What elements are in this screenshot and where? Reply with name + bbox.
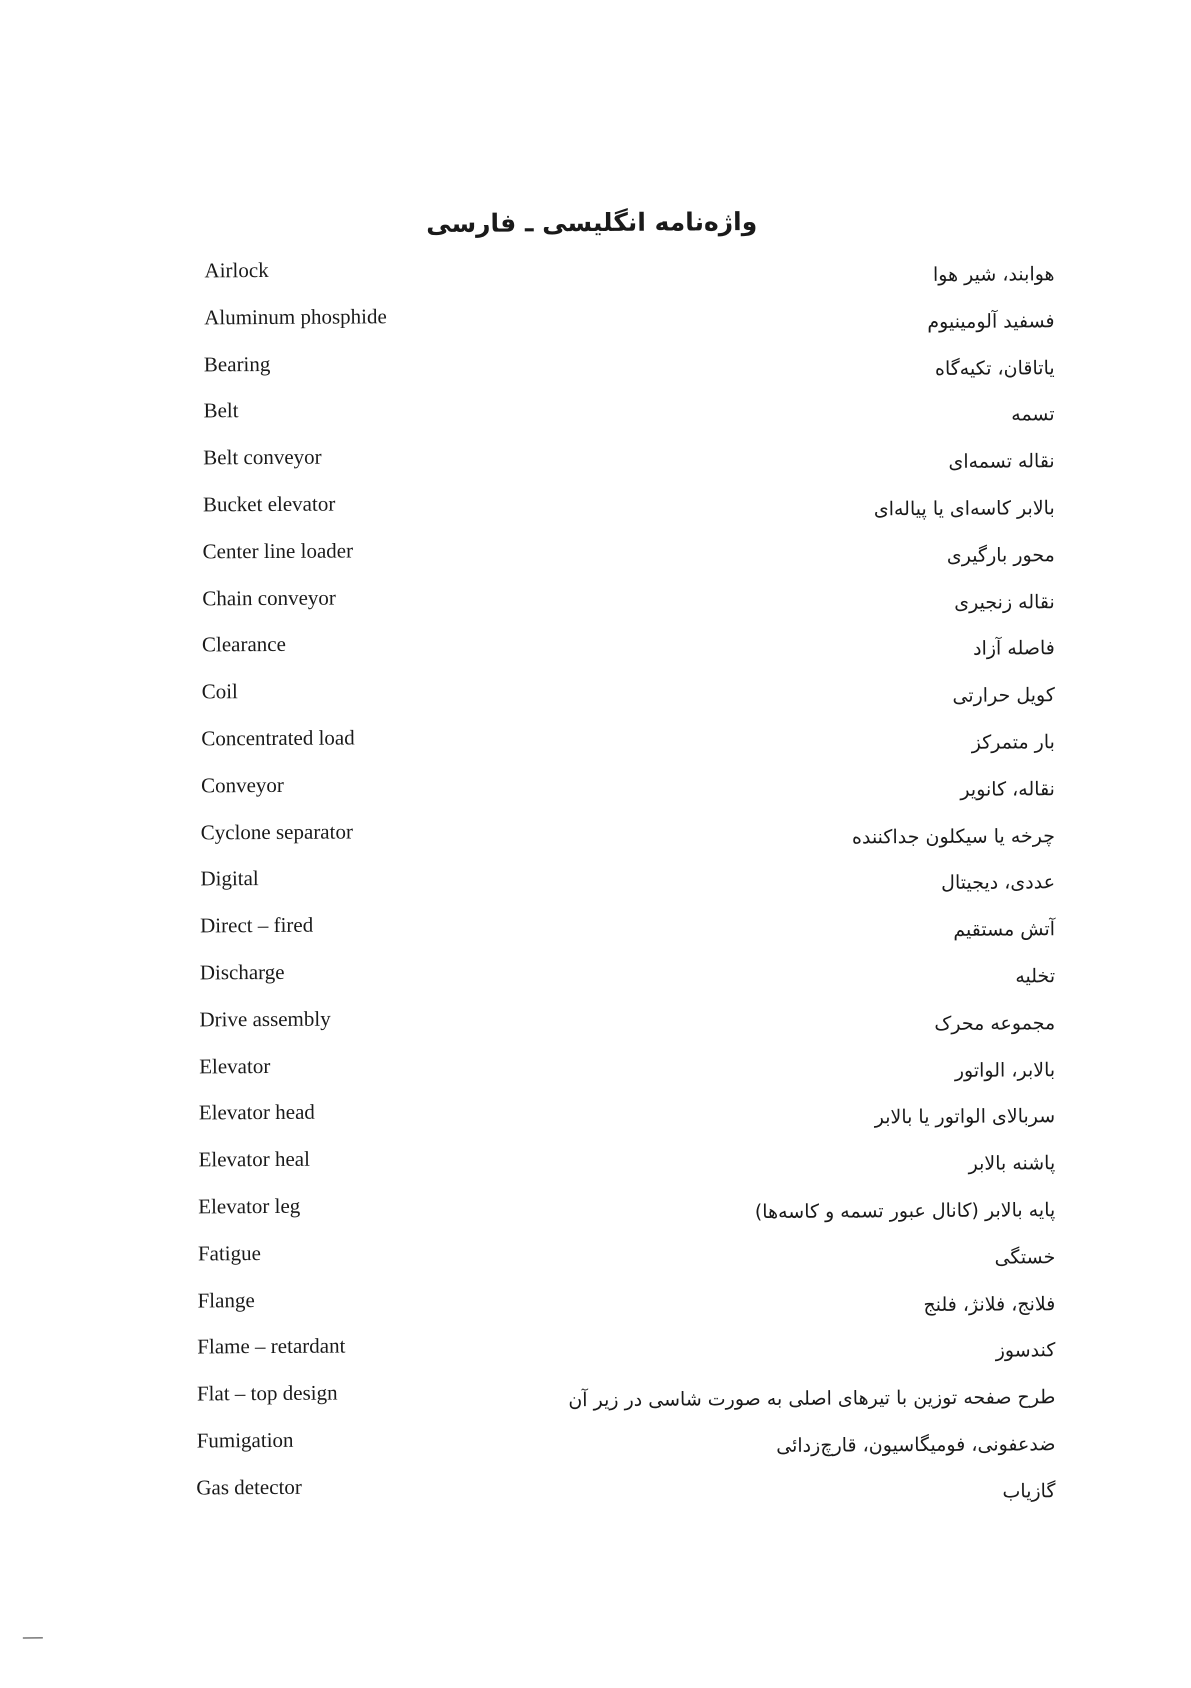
glossary-entry [1, 1001, 1191, 1055]
english-term: Coil [201, 679, 238, 704]
english-term: Center line loader [202, 538, 354, 564]
persian-translation: عددی، دیجیتال [941, 871, 1056, 895]
persian-translation: نقاله زنجیری [954, 590, 1055, 614]
english-term: Elevator head [198, 1100, 315, 1125]
persian-translation: گازیاب [1002, 1479, 1056, 1503]
english-term: Fumigation [196, 1427, 294, 1453]
persian-translation: فسفید آلومینیوم [927, 309, 1055, 333]
english-term: Flat – top design [196, 1380, 338, 1406]
persian-translation: بالابر، الواتور [954, 1058, 1056, 1082]
glossary-entry [0, 814, 1191, 868]
glossary-entry [0, 580, 1190, 634]
persian-translation: پایه بالابر (کانال عبور تسمه و کاسه‌ها) [754, 1199, 1056, 1223]
glossary-entry [0, 908, 1191, 962]
glossary-entry [0, 346, 1188, 400]
glossary-entry [0, 720, 1191, 774]
glossary-entry [0, 674, 1190, 728]
english-term: Direct – fired [200, 912, 314, 938]
page-footer-dash [23, 1637, 43, 1638]
persian-translation: هوابند، شیر هوا [932, 263, 1055, 286]
glossary-entry [2, 1188, 1191, 1242]
glossary-entry [4, 1422, 1191, 1476]
english-term: Digital [200, 866, 259, 891]
persian-translation: کویل حرارتی [952, 684, 1055, 707]
persian-translation: بالابر کاسه‌ای یا پیاله‌ای [873, 497, 1055, 521]
persian-translation: کندسوز [995, 1339, 1056, 1362]
persian-translation: چرخه یا سیکلون جداکننده [851, 824, 1056, 848]
persian-translation: پاشنه بالابر [968, 1152, 1056, 1175]
page-title: واژه‌نامه انگلیسی ـ فارسی [426, 207, 758, 239]
persian-translation: سربالای الواتور یا بالابر [874, 1105, 1056, 1129]
english-term: Bearing [203, 351, 271, 376]
english-term: Concentrated load [201, 725, 355, 751]
glossary-entry [0, 440, 1189, 494]
english-term: Bucket elevator [202, 491, 336, 517]
persian-translation: طرح صفحه توزین با تیرهای اصلی به صورت شاسی در زیر آن [568, 1386, 1056, 1412]
persian-translation: ضدعفونی، فومیگاسیون، قارچ‌زدائی [776, 1433, 1056, 1457]
persian-translation: فلانج، فلانژ، فلنج [923, 1292, 1056, 1316]
english-term: Gas detector [196, 1474, 302, 1500]
english-term: Fatigue [197, 1240, 261, 1266]
english-term: Clearance [201, 632, 287, 657]
persian-translation: مجموعه محرک [934, 1011, 1056, 1035]
glossary-entry [0, 627, 1190, 681]
persian-translation: نقاله تسمه‌ای [948, 450, 1055, 474]
glossary-entry [4, 1469, 1191, 1523]
glossary-entry [1, 1048, 1191, 1102]
glossary-entry [2, 1141, 1191, 1195]
glossary-entry [2, 1095, 1191, 1149]
english-term: Chain conveyor [202, 585, 336, 610]
persian-translation: فاصله آزاد [973, 637, 1055, 661]
english-term: Aluminum phosphide [204, 304, 387, 330]
glossary-entry [0, 252, 1188, 306]
english-term: Belt [203, 398, 239, 423]
glossary-entry [0, 299, 1188, 353]
english-term: Elevator [199, 1053, 271, 1078]
glossary-entry [3, 1282, 1191, 1336]
persian-translation: خستگی [994, 1245, 1056, 1269]
english-term: Cyclone separator [200, 819, 354, 844]
glossary-entry [0, 486, 1189, 540]
persian-translation: تسمه [1011, 403, 1055, 426]
glossary-entry [0, 393, 1189, 447]
persian-translation: آتش مستقیم [953, 918, 1056, 941]
english-term: Elevator heal [198, 1146, 310, 1172]
english-term: Discharge [199, 959, 285, 985]
english-term: Airlock [204, 257, 269, 283]
english-term: Elevator leg [198, 1193, 301, 1219]
glossary-entry [0, 861, 1191, 915]
english-term: Flame – retardant [197, 1333, 346, 1359]
glossary-entry [3, 1329, 1191, 1383]
persian-translation: تخلیه [1015, 965, 1056, 988]
glossary-entry [3, 1375, 1191, 1429]
persian-translation: محور بارگیری [946, 543, 1055, 567]
english-term: Conveyor [200, 772, 284, 798]
english-term: Drive assembly [199, 1006, 331, 1032]
persian-translation: بار متمرکز [971, 731, 1055, 754]
glossary-entry [0, 767, 1191, 821]
glossary-entry [0, 533, 1189, 587]
english-term: Flange [197, 1287, 255, 1312]
english-term: Belt conveyor [203, 444, 322, 470]
glossary-entry [2, 1235, 1191, 1289]
glossary-entry [1, 954, 1191, 1008]
persian-translation: نقاله، کانویر [960, 777, 1056, 801]
persian-translation: یاتاقان، تکیه‌گاه [934, 356, 1055, 380]
glossary-list [0, 252, 1191, 1523]
